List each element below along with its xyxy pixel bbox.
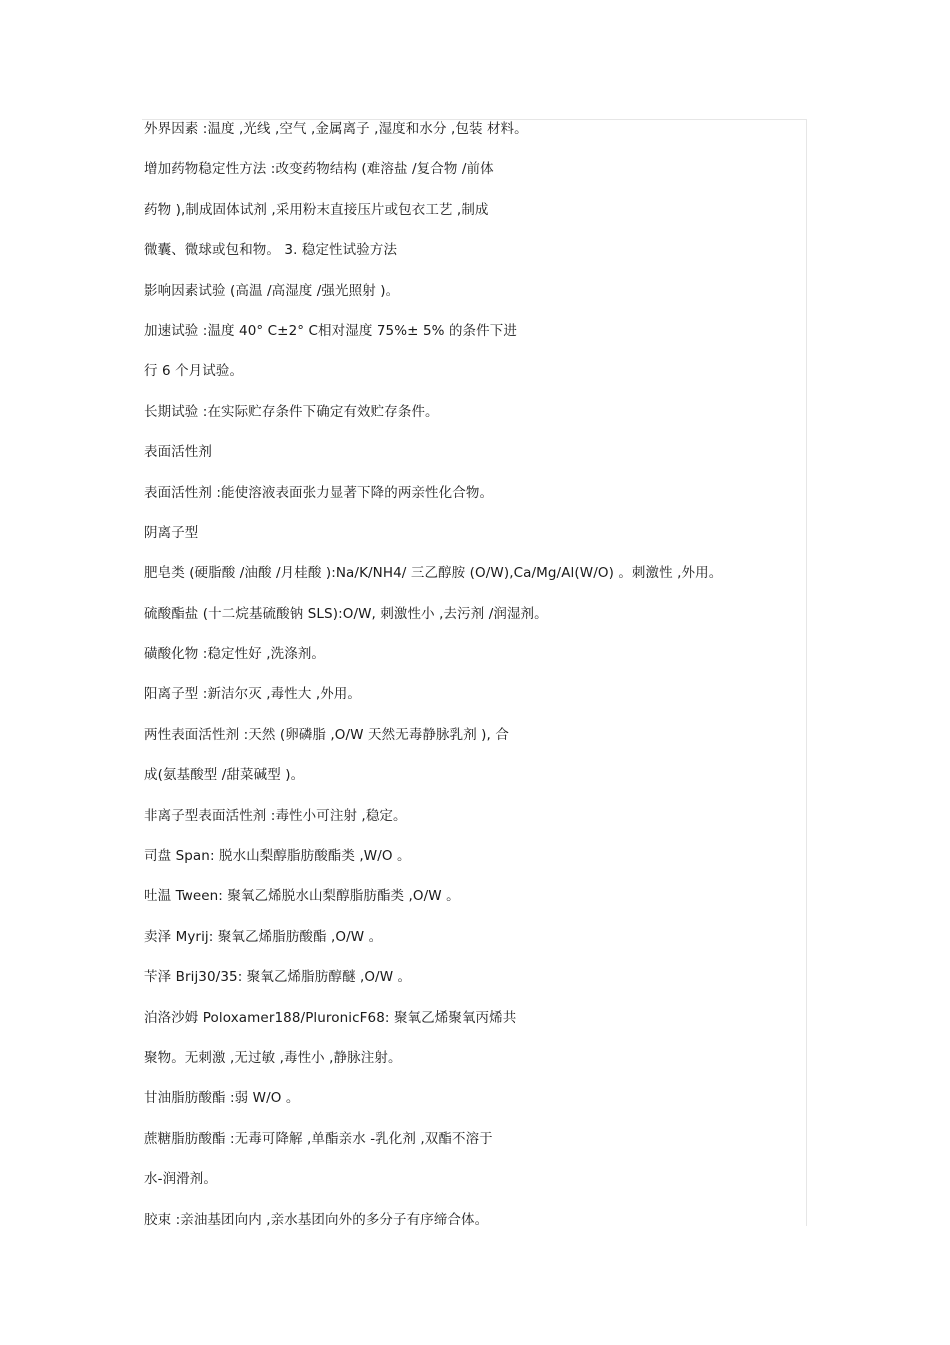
text-line: 药物 ),制成固体试剂 ,采用粉末直接压片或包衣工艺 ,制成 <box>144 201 489 218</box>
text-line: 胶束 :亲油基团向内 ,亲水基团向外的多分子有序缔合体。 <box>144 1211 489 1228</box>
text-line: 微囊、微球或包和物。 3. 稳定性试验方法 <box>144 242 398 259</box>
text-line: 蔗糖脂肪酸酯 :无毒可降解 ,单酯亲水 -乳化剂 ,双酯不溶于 <box>144 1130 493 1147</box>
text-line: 司盘 Span: 脱水山梨醇脂肪酸酯类 ,W/O 。 <box>144 848 411 865</box>
text-line: 加速试验 :温度 40° C±2° C相对湿度 75%± 5% 的条件下进 <box>144 322 517 339</box>
text-line: 表面活性剂 :能使溶液表面张力显著下降的两亲性化合物。 <box>144 484 494 501</box>
text-line: 泊洛沙姆 Poloxamer188/PluronicF68: 聚氧乙烯聚氧丙烯共 <box>144 1009 517 1026</box>
text-line: 磺酸化物 :稳定性好 ,洗涤剂。 <box>144 646 326 663</box>
text-line: 阳离子型 :新洁尔灭 ,毒性大 ,外用。 <box>144 686 362 703</box>
section-heading: 表面活性剂 <box>144 444 212 461</box>
text-line: 聚物。无刺激 ,无过敏 ,毒性小 ,静脉注射。 <box>144 1049 402 1066</box>
text-line: 增加药物稳定性方法 :改变药物结构 (难溶盐 /复合物 /前体 <box>144 161 494 178</box>
section-heading: 阴离子型 <box>144 524 199 541</box>
text-line: 苄泽 Brij30/35: 聚氧乙烯脂肪醇醚 ,O/W 。 <box>144 969 412 986</box>
text-line: 非离子型表面活性剂 :毒性小可注射 ,稳定。 <box>144 807 407 824</box>
text-line: 水-润滑剂。 <box>144 1171 217 1188</box>
text-line: 行 6 个月试验。 <box>144 363 244 380</box>
text-line: 卖泽 Myrij: 聚氧乙烯脂肪酸酯 ,O/W 。 <box>144 928 383 945</box>
text-line: 硫酸酯盐 (十二烷基硫酸钠 SLS):O/W, 刺激性小 ,去污剂 /润湿剂。 <box>144 605 548 622</box>
text-line: 两性表面活性剂 :天然 (卵磷脂 ,O/W 天然无毒静脉乳剂 ), 合 <box>144 726 509 743</box>
text-line: 影响因素试验 (高温 /高湿度 /强光照射 )。 <box>144 282 400 299</box>
document-body <box>144 118 824 1249</box>
text-line: 吐温 Tween: 聚氧乙烯脱水山梨醇脂肪酯类 ,O/W 。 <box>144 888 460 905</box>
text-line: 长期试验 :在实际贮存条件下确定有效贮存条件。 <box>144 403 439 420</box>
text-line: 外界因素 :温度 ,光线 ,空气 ,金属离子 ,湿度和水分 ,包装 材料。 <box>144 121 528 137</box>
text-line: 成(氨基酸型 /甜菜碱型 )。 <box>144 767 305 784</box>
text-line: 甘油脂肪酸酯 :弱 W/O 。 <box>144 1090 300 1107</box>
text-line: 肥皂类 (硬脂酸 /油酸 /月桂酸 ):Na/K/NH4/ 三乙醇胺 (O/W),Ca/Mg/Al(W/O) 。刺激性 ,外用。 <box>144 565 723 582</box>
